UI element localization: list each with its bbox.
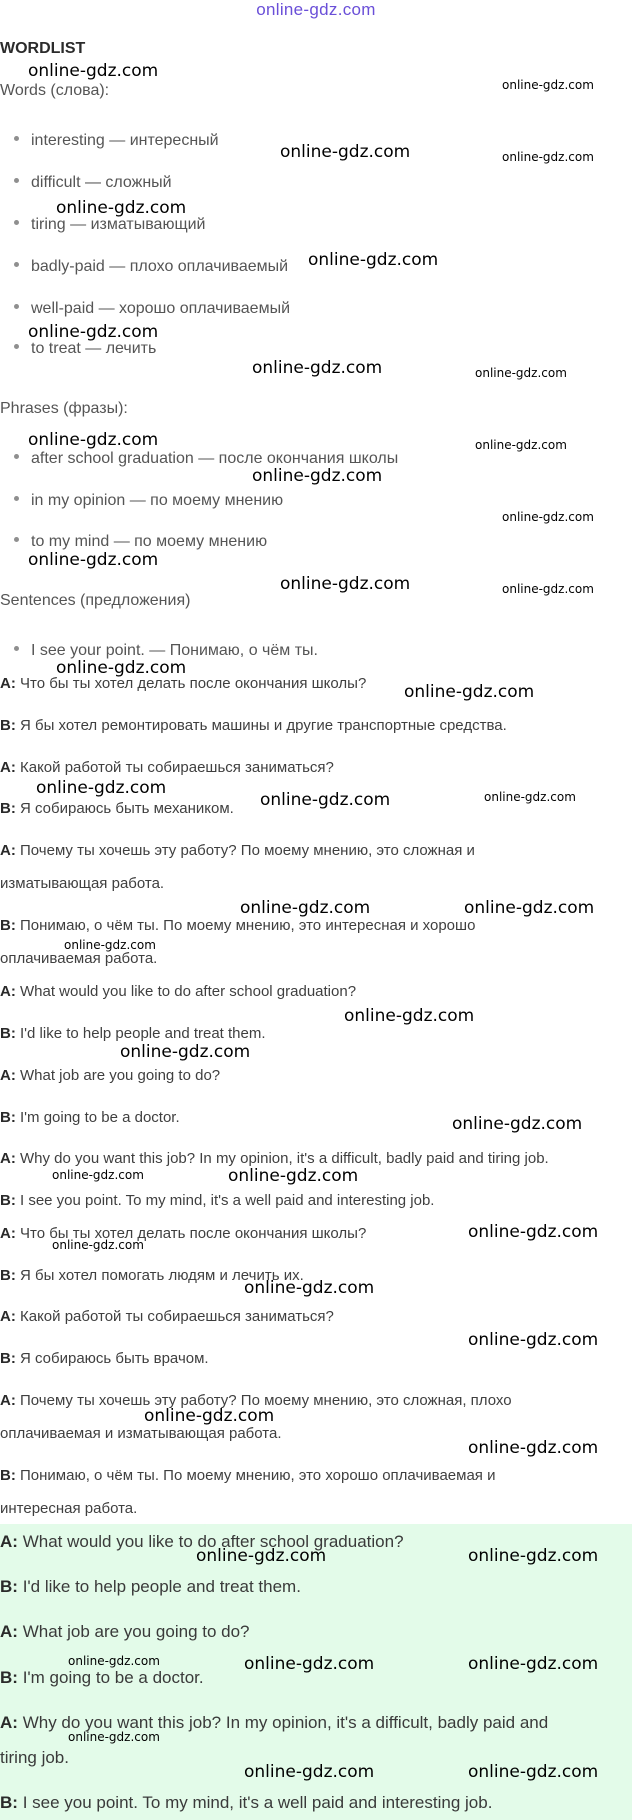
section-label-sentences: Sentences (предложения) [0, 592, 191, 609]
dialogue-line [0, 917, 475, 934]
speaker-label: A: [0, 983, 16, 1000]
watermark-text: online-gdz.com [344, 1006, 475, 1026]
bullet-icon [14, 496, 19, 501]
line-text: I'm going to be a doctor. [22, 1668, 204, 1687]
section-label-words: Words (слова): [0, 82, 110, 99]
bullet-icon [14, 304, 19, 309]
bullet-icon [14, 344, 19, 349]
line-text: What job are you going to do? [20, 1067, 221, 1084]
word-item [14, 300, 290, 318]
watermark-text: online-gdz.com [28, 322, 159, 342]
word-text: to treat — лечить [31, 340, 157, 357]
phrase-text: after school graduation — после окончания школы [31, 450, 399, 467]
watermark-text: online-gdz.com [280, 142, 411, 162]
watermark-text: online-gdz.com [502, 78, 594, 92]
line-text: What would you like to do after school graduation? [22, 1532, 404, 1551]
dialogue-line [0, 1425, 282, 1442]
watermark-text: online-gdz.com [52, 1238, 144, 1252]
dialogue-line [0, 1150, 549, 1167]
speaker-label: B: [0, 1267, 16, 1284]
speaker-label: A: [0, 1150, 16, 1167]
watermark-text: online-gdz.com [260, 790, 391, 810]
line-text: I'm going to be a doctor. [20, 1109, 180, 1126]
speaker-label: B: [0, 917, 16, 934]
watermark-text: online-gdz.com [144, 1406, 275, 1426]
speaker-label: B: [0, 717, 16, 734]
speaker-label: A: [0, 675, 16, 692]
speaker-label: B: [0, 1025, 16, 1042]
line-text: Я бы хотел помогать людям и лечить их. [20, 1267, 304, 1284]
watermark-text: online-gdz.com [468, 1762, 599, 1782]
line-text: tiring job. [0, 1748, 69, 1767]
line-text: Я собираюсь быть механиком. [20, 800, 234, 817]
speaker-label: B: [0, 1793, 18, 1812]
speaker-label: A: [0, 1067, 16, 1084]
highlighted-line [0, 1577, 301, 1597]
line-text: Почему ты хочешь эту работу? По моему мнению, это сложная, плохо [20, 1392, 512, 1409]
speaker-label: A: [0, 842, 16, 859]
phrase-item [14, 533, 267, 551]
dialogue-line [0, 950, 157, 967]
word-item [14, 216, 205, 234]
watermark-text: online-gdz.com [502, 582, 594, 596]
watermark-text: online-gdz.com [120, 1042, 251, 1062]
dialogue-line [0, 1067, 220, 1084]
watermark-text: online-gdz.com [252, 466, 383, 486]
word-text: difficult — сложный [31, 174, 172, 191]
speaker-label: A: [0, 1308, 16, 1325]
speaker-label: A: [0, 1532, 18, 1551]
line-text: Понимаю, о чём ты. По моему мнению, это хорошо оплачиваемая и [20, 1467, 496, 1484]
page-heading: WORDLIST [0, 40, 86, 57]
watermark-text: online-gdz.com [468, 1438, 599, 1458]
line-text: What job are you going to do? [22, 1622, 250, 1641]
phrase-text: to my mind — по моему мнению [31, 533, 268, 550]
word-item [14, 340, 156, 358]
bullet-icon [14, 136, 19, 141]
dialogue-line [0, 1467, 495, 1484]
watermark-text: online-gdz.com [64, 938, 156, 952]
watermark-text: online-gdz.com [468, 1654, 599, 1674]
watermark-text: online-gdz.com [502, 150, 594, 164]
watermark-text: online-gdz.com [28, 430, 159, 450]
dialogue-line [0, 1192, 434, 1209]
speaker-label: B: [0, 1467, 16, 1484]
highlighted-line [0, 1793, 492, 1813]
bullet-icon [14, 262, 19, 267]
speaker-label: B: [0, 1192, 16, 1209]
dialogue-line [0, 1308, 334, 1325]
word-item [14, 132, 219, 150]
dialogue-line [0, 1500, 137, 1517]
speaker-label: A: [0, 759, 16, 776]
watermark-text: online-gdz.com [228, 1166, 359, 1186]
word-item [14, 174, 172, 192]
watermark-text: online-gdz.com [404, 682, 535, 702]
watermark-text: online-gdz.com [52, 1168, 144, 1182]
watermark-text: online-gdz.com [244, 1654, 375, 1674]
highlighted-line [0, 1622, 250, 1642]
speaker-label: A: [0, 1713, 18, 1732]
line-text: I see you point. To my mind, it's a well paid and interesting job. [20, 1192, 435, 1209]
watermark-text: online-gdz.com [240, 898, 371, 918]
watermark-text: online-gdz.com [56, 198, 187, 218]
dialogue-line [0, 759, 334, 776]
phrase-item [14, 492, 283, 510]
watermark-text: online-gdz.com [28, 61, 159, 81]
dialogue-line [0, 983, 356, 1000]
line-text: Я собираюсь быть врачом. [20, 1350, 209, 1367]
watermark-text: online-gdz.com [502, 510, 594, 524]
line-text: Why do you want this job? In my opinion, it's a difficult, badly paid and tiring job. [20, 1150, 549, 1167]
dialogue-line [0, 800, 234, 817]
line-text: оплачиваемая работа. [0, 950, 158, 967]
speaker-label: B: [0, 1109, 16, 1126]
watermark-text: online-gdz.com [464, 898, 595, 918]
watermark-text: online-gdz.com [308, 250, 439, 270]
line-text: What would you like to do after school graduation? [20, 983, 357, 1000]
line-text: интересная работа. [0, 1500, 138, 1517]
line-text: Понимаю, о чём ты. По моему мнению, это интересная и хорошо [20, 917, 476, 934]
speaker-label: B: [0, 1668, 18, 1687]
bullet-icon [14, 537, 19, 542]
line-text: Я бы хотел ремонтировать машины и другие транспортные средства. [20, 717, 507, 734]
dialogue-line [0, 842, 475, 859]
watermark-text: online-gdz.com [28, 550, 159, 570]
speaker-label: B: [0, 800, 16, 817]
word-text: tiring — изматывающий [31, 216, 206, 233]
watermark-text: online-gdz.com [468, 1222, 599, 1242]
dialogue-line [0, 1109, 180, 1126]
line-text: Почему ты хочешь эту работу? По моему мнению, это сложная и [20, 842, 475, 859]
line-text: Какой работой ты собираешься заниматься? [20, 1308, 334, 1325]
word-item [14, 258, 288, 276]
highlighted-line [0, 1668, 204, 1688]
line-text: Что бы ты хотел делать после окончания школы? [20, 1225, 367, 1242]
highlighted-line [0, 1748, 69, 1768]
line-text: I'd like to help people and treat them. [22, 1577, 301, 1596]
watermark-text: online-gdz.com [468, 1546, 599, 1566]
watermark-text: online-gdz.com [280, 574, 411, 594]
dialogue-line [0, 717, 507, 734]
line-text: I'd like to help people and treat them. [20, 1025, 266, 1042]
line-text: изматывающая работа. [0, 875, 165, 892]
sentence-text: I see your point. — Понимаю, о чём ты. [31, 642, 318, 659]
line-text: Что бы ты хотел делать после окончания школы? [20, 675, 367, 692]
watermark-text: online-gdz.com [475, 438, 567, 452]
watermark-text: online-gdz.com [452, 1114, 583, 1134]
dialogue-line [0, 875, 164, 892]
watermark-text: online-gdz.com [244, 1762, 375, 1782]
dialogue-line [0, 1350, 209, 1367]
watermark-text: online-gdz.com [475, 366, 567, 380]
watermark-text: online-gdz.com [68, 1654, 160, 1668]
site-logo[interactable]: online-gdz.com [256, 0, 376, 19]
line-text: Какой работой ты собираешься заниматься? [20, 759, 334, 776]
section-label-phrases: Phrases (фразы): [0, 400, 128, 417]
watermark-text: online-gdz.com [244, 1278, 375, 1298]
bullet-icon [14, 178, 19, 183]
speaker-label: B: [0, 1577, 18, 1596]
line-text: оплачиваемая и изматывающая работа. [0, 1425, 282, 1442]
word-text: badly-paid — плохо оплачиваемый [31, 258, 289, 275]
speaker-label: A: [0, 1622, 18, 1641]
phrase-text: in my opinion — по моему мнению [31, 492, 284, 509]
watermark-text: online-gdz.com [68, 1730, 160, 1744]
watermark-text: online-gdz.com [468, 1330, 599, 1350]
watermark-text: online-gdz.com [252, 358, 383, 378]
line-text: I see you point. To my mind, it's a well paid and interesting job. [22, 1793, 493, 1812]
dialogue-line [0, 1025, 266, 1042]
watermark-text: online-gdz.com [56, 658, 187, 678]
speaker-label: A: [0, 1392, 16, 1409]
word-text: interesting — интересный [31, 132, 219, 149]
speaker-label: A: [0, 1225, 16, 1242]
bullet-icon [14, 220, 19, 225]
watermark-text: online-gdz.com [484, 790, 576, 804]
watermark-text: online-gdz.com [36, 778, 167, 798]
speaker-label: B: [0, 1350, 16, 1367]
word-text: well-paid — хорошо оплачиваемый [31, 300, 290, 317]
watermark-text: online-gdz.com [196, 1546, 327, 1566]
bullet-icon [14, 454, 19, 459]
bullet-icon [14, 646, 19, 651]
line-text: Why do you want this job? In my opinion, it's a difficult, badly paid and [22, 1713, 549, 1732]
